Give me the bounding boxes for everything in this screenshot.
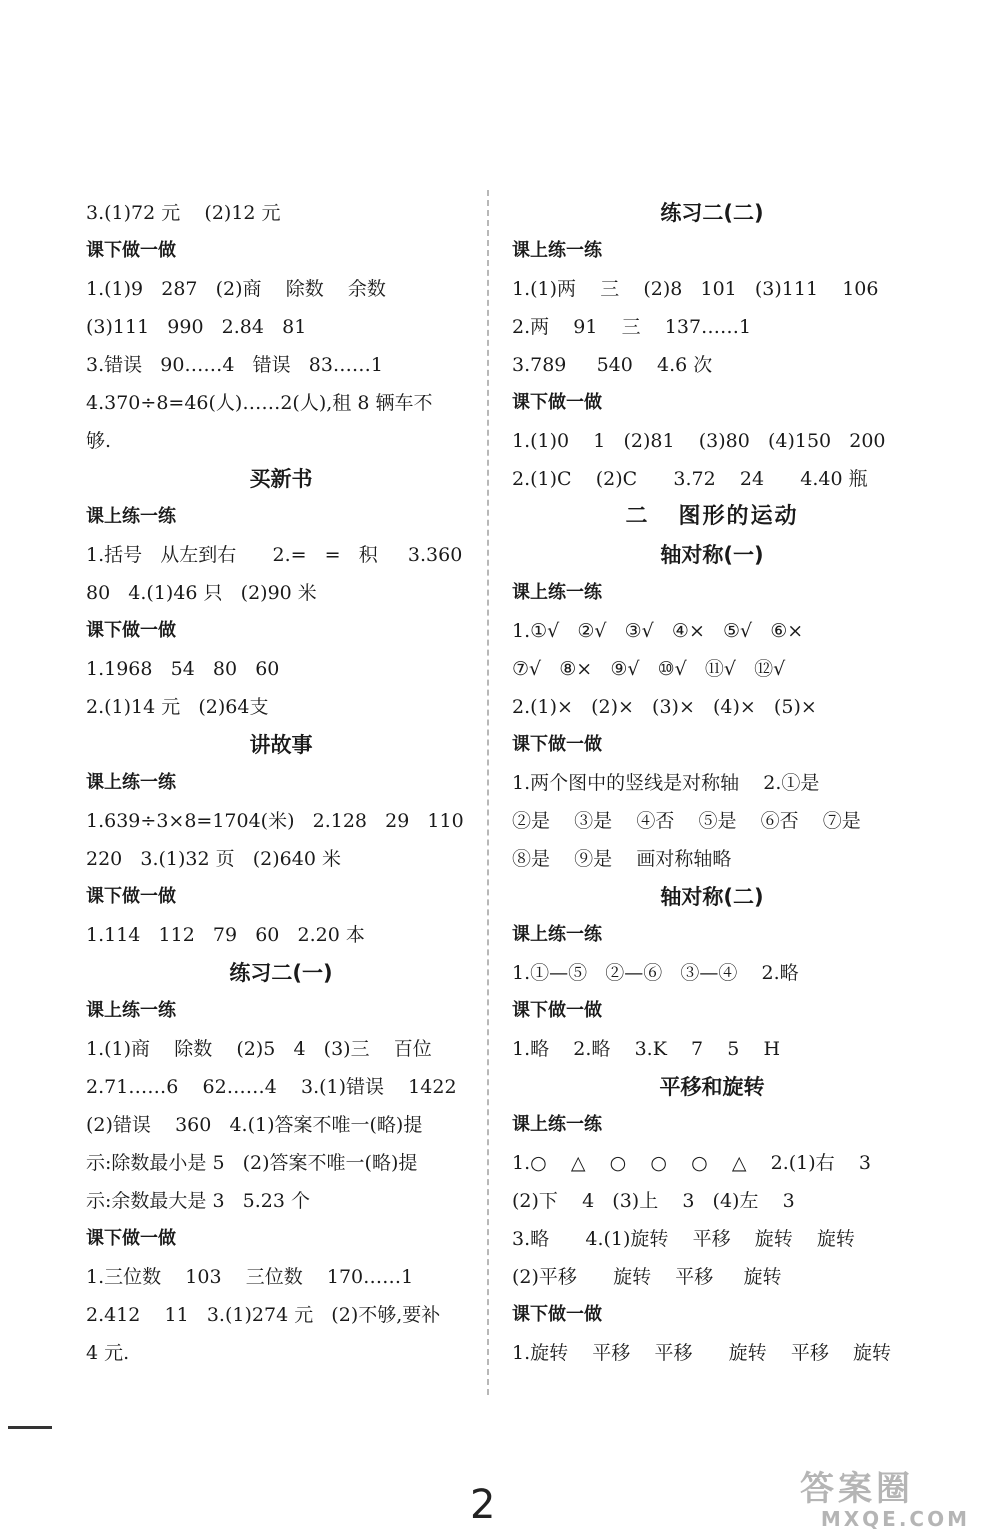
lesson-title: 买新书 [249, 467, 313, 491]
lesson-title: 轴对称(一) [660, 543, 764, 567]
answer-line: 1.○ △ ○ ○ ○ △ 2.(1)右 3 [512, 1152, 871, 1174]
answer-line: (2)错误 360 4.(1)答案不唯一(略)提 [86, 1114, 423, 1136]
answer-line: (2)平移 旋转 平移 旋转 [512, 1266, 782, 1288]
answer-line: 示:除数最小是 5 (2)答案不唯一(略)提 [86, 1152, 418, 1174]
answer-line: 2.412 11 3.(1)274 元 (2)不够,要补 [86, 1304, 441, 1326]
answer-line: 1.(1)0 1 (2)81 (3)80 (4)150 200 [512, 430, 886, 452]
answer-line: 1.两个图中的竖线是对称轴 2.①是 [512, 772, 820, 794]
watermark-bottom: MXQE.COM [820, 1507, 970, 1531]
subheading: 课上练一练 [86, 506, 176, 527]
subheading: 课上练一练 [512, 1114, 602, 1135]
answer-line: 4 元. [86, 1342, 130, 1364]
answer-line: 1.①√ ②√ ③√ ④× ⑤√ ⑥× [512, 620, 804, 642]
column-divider [487, 190, 489, 1395]
subheading: 课上练一练 [512, 582, 602, 603]
answer-line: 3.789 540 4.6 次 [512, 354, 713, 376]
answer-line: ⑧是 ⑨是 画对称轴略 [512, 848, 732, 870]
subheading: 课上练一练 [86, 1000, 176, 1021]
answer-line: 1.(1)商 除数 (2)5 4 (3)三 百位 [86, 1038, 432, 1060]
lesson-title: 平移和旋转 [659, 1075, 765, 1099]
lesson-title: 练习二(二) [660, 201, 764, 225]
answer-line: 1.略 2.略 3.K 7 5 H [512, 1038, 781, 1060]
left-column [86, 198, 476, 1376]
answer-line: 80 4.(1)46 只 (2)90 米 [86, 582, 317, 604]
subheading: 课下做一做 [86, 1228, 176, 1249]
subheading: 课下做一做 [512, 734, 602, 755]
watermark-top: 答案圈 [800, 1469, 914, 1509]
subheading: 课上练一练 [86, 772, 176, 793]
subheading: 课上练一练 [512, 240, 602, 261]
answer-line: (2)下 4 (3)上 3 (4)左 3 [512, 1190, 795, 1212]
answer-line: 220 3.(1)32 页 (2)640 米 [86, 848, 341, 870]
answer-line: 示:余数最大是 3 5.23 个 [86, 1190, 310, 1212]
section-title: 二 图形的运动 [625, 504, 799, 529]
answer-line: 1.1968 54 80 60 [86, 658, 280, 680]
subheading: 课下做一做 [512, 392, 602, 413]
answer-line: 1.(1)两 三 (2)8 101 (3)111 106 [512, 278, 879, 300]
answer-line: 4.370÷8=46(人)……2(人),租 8 辆车不 [86, 392, 433, 414]
answer-line: 2.(1)C (2)C 3.72 24 4.40 瓶 [512, 468, 868, 490]
subheading: 课下做一做 [512, 1000, 602, 1021]
lesson-title: 讲故事 [249, 733, 313, 757]
watermark-logo [800, 1470, 970, 1532]
answer-line: 1.①—⑤ ②—⑥ ③—④ 2.略 [512, 962, 799, 984]
footer-mark [8, 1426, 52, 1429]
subheading: 课上练一练 [512, 924, 602, 945]
answer-line: 2.71……6 62……4 3.(1)错误 1422 [86, 1076, 457, 1098]
answer-line: 2.两 91 三 137……1 [512, 316, 752, 338]
page-number: 2 [470, 1482, 496, 1528]
answer-line: 3.略 4.(1)旋转 平移 旋转 旋转 [512, 1228, 855, 1250]
answer-line: 1.639÷3×8=1704(米) 2.128 29 110 [86, 810, 464, 832]
lesson-title: 练习二(一) [229, 961, 333, 985]
answer-line: 2.(1)14 元 (2)64支 [86, 696, 269, 718]
answer-line: 1.旋转 平移 平移 旋转 平移 旋转 [512, 1342, 891, 1364]
answer-line: 2.(1)× (2)× (3)× (4)× (5)× [512, 696, 817, 718]
right-column [512, 198, 912, 1376]
answer-line: (3)111 990 2.84 81 [86, 316, 307, 338]
lesson-title: 轴对称(二) [660, 885, 764, 909]
answer-line: ⑦√ ⑧× ⑨√ ⑩√ ⑪√ ⑫√ [512, 658, 786, 680]
answer-line: 1.(1)9 287 (2)商 除数 余数 [86, 278, 386, 300]
subheading: 课下做一做 [86, 620, 176, 641]
answer-line: 3.错误 90……4 错误 83……1 [86, 354, 384, 376]
answer-line: 够. [86, 430, 112, 452]
answer-line: 1.括号 从左到右 2.= = 积 3.360 [86, 544, 463, 566]
answer-line: 1.114 112 79 60 2.20 本 [86, 924, 365, 946]
answer-line: 3.(1)72 元 (2)12 元 [86, 202, 281, 224]
subheading: 课下做一做 [86, 240, 176, 261]
subheading: 课下做一做 [512, 1304, 602, 1325]
answer-line: 1.三位数 103 三位数 170……1 [86, 1266, 414, 1288]
answer-line: ②是 ③是 ④否 ⑤是 ⑥否 ⑦是 [512, 810, 861, 832]
subheading: 课下做一做 [86, 886, 176, 907]
